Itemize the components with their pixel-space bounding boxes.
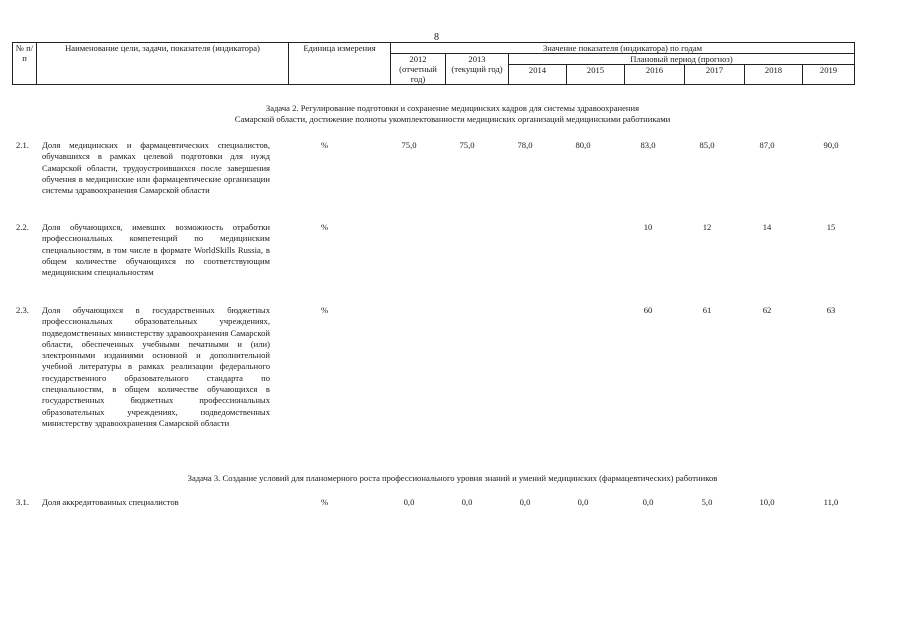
row-unit: % [321,497,329,507]
value-2018: 87,0 [759,140,775,150]
row-name: Доля обучающихся в государственных бюджетных профессиональных образовательных учреждениях, подведомственных министерству здравоохранения Самарской области, обеспеченных учебными печатными и (или) электронными изданиями основной и дополнительной учебной литературы в рамках реализации федерального государственного образовательного стандарта по специальностям, в общем количестве обучающихся в государственных бюджетных профессиональных образовательных учреждениях, подведомственных министерству здравоохранения Самарской области [42,305,270,428]
row-name: Доля обучающихся, имевших возможность отработки профессиональных компетенций по медицинским специальностям, в том числе в формате WorldSkills Russia, в общем количестве обучающихся по соответствующим медицинским специальностям [42,222,270,278]
row-unit: % [321,222,329,232]
value-2019: 15 [826,222,836,232]
header-col-unit: Единица измерения [289,43,391,85]
value-2017: 85,0 [699,140,715,150]
value-2016: 10 [643,222,653,232]
header-year-2014: 2014 [509,65,567,85]
header-col-values: Значение показателя (индикатора) по годам [391,43,855,54]
value-2018: 62 [762,305,772,315]
row-name: Доля аккредитованных специалистов [42,497,179,507]
header-col-num: № п/п [13,43,37,85]
value-2013: 0,0 [461,497,473,507]
task-2-heading: Задача 2. Регулирование подготовки и сохранение медицинских кадров для системы здравоохранения Самарской области, достижение полноты укомплектованности медицинских организаций медицинскими работниками [234,103,671,124]
value-2016: 0,0 [642,497,654,507]
value-2014: 78,0 [517,140,533,150]
value-2014: 0,0 [519,497,531,507]
value-2018: 14 [762,222,772,232]
value-2012: 0,0 [403,497,415,507]
row-unit: % [321,305,329,315]
header-year-2015: 2015 [567,65,625,85]
value-2018: 10,0 [759,497,775,507]
value-2016: 83,0 [640,140,656,150]
page-number: 8 [434,32,439,43]
value-2012: 75,0 [401,140,417,150]
value-2017: 61 [702,305,712,315]
value-2016: 60 [643,305,653,315]
table-header [12,42,855,85]
row-number: 2.2. [16,222,29,232]
value-2017: 12 [702,222,712,232]
value-2015: 80,0 [575,140,591,150]
header-planned: Плановый период (прогноз) [509,54,855,65]
value-2013: 75,0 [459,140,475,150]
value-2017: 5,0 [701,497,713,507]
value-2015: 0,0 [577,497,589,507]
header-year-2012: 2012 (отчетный год) [391,54,446,85]
row-number: 2.1. [16,140,29,150]
value-2019: 11,0 [823,497,839,507]
value-2019: 90,0 [823,140,839,150]
header-year-2017: 2017 [685,65,745,85]
header-year-2019: 2019 [803,65,855,85]
row-number: 2.3. [16,305,29,315]
task-3-heading: Задача 3. Создание условий для планомерного роста профессионального уровня знаний и умений медицинских (фармацевтических) работников [187,473,718,483]
header-year-2018: 2018 [745,65,803,85]
header-col-name: Наименование цели, задачи, показателя (индикатора) [37,43,289,85]
row-unit: % [321,140,329,150]
value-2019: 63 [826,305,836,315]
header-year-2013: 2013 (текущий год) [446,54,509,85]
header-year-2016: 2016 [625,65,685,85]
row-number: 3.1. [16,497,29,507]
row-name: Доля медицинских и фармацевтических специалистов, обучавшихся в рамках целевой подготовки для нужд Самарской области, трудоустроившихся после завершения обучения в медицинские или фармацевтические организации системы здравоохранения Самарской области [42,140,270,196]
